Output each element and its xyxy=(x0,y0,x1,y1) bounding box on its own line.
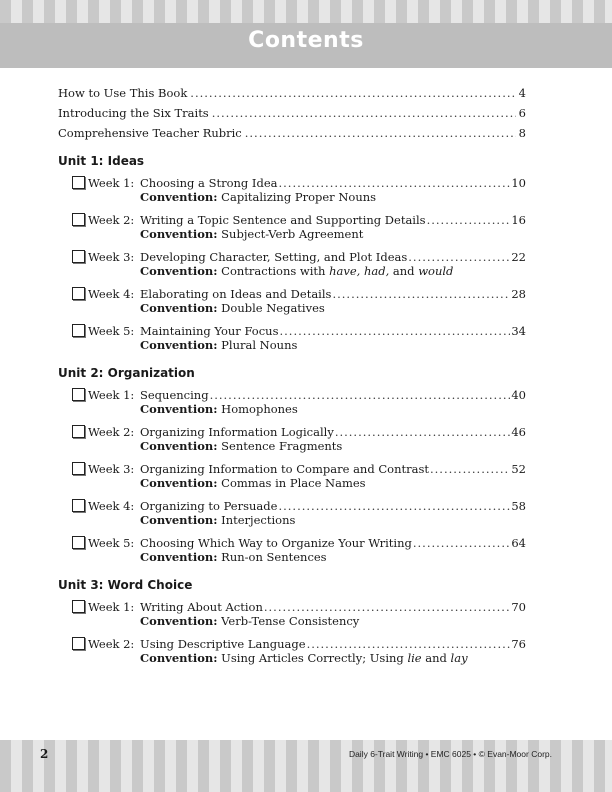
week-entry xyxy=(58,176,526,204)
convention-text: Commas in Place Names xyxy=(217,476,366,490)
lesson-title: Organizing Information to Compare and Contrast xyxy=(140,462,429,476)
footer-stripe-band xyxy=(0,740,612,792)
convention-line xyxy=(72,190,526,204)
convention-text: Using Articles Correctly; Using xyxy=(217,651,408,665)
week-entry xyxy=(58,324,526,352)
dot-leader xyxy=(427,213,511,227)
checkbox[interactable] xyxy=(72,462,85,475)
checkbox[interactable] xyxy=(72,637,85,650)
week-label: Week 1: xyxy=(88,600,135,614)
week-title-row xyxy=(72,176,526,190)
convention-line xyxy=(72,476,526,490)
dot-leader xyxy=(264,600,511,614)
convention-line xyxy=(72,614,526,628)
convention-line xyxy=(72,550,526,564)
week-entry xyxy=(58,388,526,416)
convention-text: Capitalizing Proper Nouns xyxy=(217,190,377,204)
convention-text: lie xyxy=(407,651,422,665)
toc-entry-page: 8 xyxy=(518,126,526,140)
week-label: Week 2: xyxy=(88,637,135,651)
unit-heading: Unit 2: Organization xyxy=(58,366,195,380)
unit-heading: Unit 3: Word Choice xyxy=(58,578,193,592)
dot-leader xyxy=(210,388,511,402)
dot-leader xyxy=(190,86,515,100)
week-entry xyxy=(58,637,526,665)
dot-leader xyxy=(408,250,510,264)
lesson-title: Writing a Topic Sentence and Supporting Details xyxy=(140,213,426,227)
toc-entry-label: Introducing the Six Traits xyxy=(58,106,209,120)
checkbox[interactable] xyxy=(72,388,85,401)
convention-text: Plural Nouns xyxy=(217,338,298,352)
toc-entry-label: How to Use This Book xyxy=(58,86,188,100)
week-label: Week 3: xyxy=(88,462,135,476)
lesson-page: 58 xyxy=(511,499,526,513)
week-label: Week 2: xyxy=(88,425,135,439)
convention-label: Convention: xyxy=(140,513,218,527)
toc-entry xyxy=(58,126,526,140)
week-entry xyxy=(58,250,526,278)
lesson-page: 76 xyxy=(511,637,526,651)
convention-text: Double Negatives xyxy=(217,301,325,315)
dot-leader xyxy=(245,126,516,140)
convention-text: Interjections xyxy=(217,513,296,527)
convention-text: Sentence Fragments xyxy=(217,439,343,453)
convention-text: and xyxy=(421,651,451,665)
convention-text: Contractions with xyxy=(217,264,330,278)
convention-label: Convention: xyxy=(140,301,218,315)
unit-heading: Unit 1: Ideas xyxy=(58,154,145,168)
convention-line xyxy=(72,402,526,416)
checkbox[interactable] xyxy=(72,324,85,337)
convention-label: Convention: xyxy=(140,227,218,241)
week-title-row xyxy=(72,324,526,338)
toc-entry-page: 6 xyxy=(518,106,526,120)
dot-leader xyxy=(278,499,510,513)
lesson-page: 28 xyxy=(511,287,526,301)
lesson-title: Using Descriptive Language xyxy=(140,637,306,651)
convention-text: and xyxy=(389,264,419,278)
week-label: Week 2: xyxy=(88,213,135,227)
week-label: Week 1: xyxy=(88,388,135,402)
week-entry xyxy=(58,213,526,241)
toc-entry xyxy=(58,106,526,120)
lesson-title: Organizing Information Logically xyxy=(140,425,334,439)
week-title-row xyxy=(72,637,526,651)
week-entry xyxy=(58,536,526,564)
lesson-page: 22 xyxy=(511,250,526,264)
convention-line xyxy=(72,651,526,665)
week-entry xyxy=(58,425,526,453)
convention-line xyxy=(72,227,526,241)
lesson-title: Maintaining Your Focus xyxy=(140,324,279,338)
checkbox[interactable] xyxy=(72,176,85,189)
lesson-page: 16 xyxy=(511,213,526,227)
week-label: Week 5: xyxy=(88,324,135,338)
convention-label: Convention: xyxy=(140,476,218,490)
convention-text: lay xyxy=(450,651,468,665)
week-title-row xyxy=(72,536,526,550)
dot-leader xyxy=(413,536,510,550)
week-title-row xyxy=(72,425,526,439)
checkbox[interactable] xyxy=(72,213,85,226)
lesson-page: 10 xyxy=(511,176,526,190)
dot-leader xyxy=(212,106,516,120)
week-label: Week 1: xyxy=(88,176,135,190)
convention-text: Run-on Sentences xyxy=(217,550,327,564)
toc-entry xyxy=(58,86,526,100)
convention-text: would xyxy=(418,264,454,278)
lesson-title: Developing Character, Setting, and Plot Ideas xyxy=(140,250,408,264)
lesson-page: 34 xyxy=(511,324,526,338)
lesson-page: 40 xyxy=(511,388,526,402)
lesson-title: Organizing to Persuade xyxy=(140,499,278,513)
convention-label: Convention: xyxy=(140,338,218,352)
convention-label: Convention: xyxy=(140,264,218,278)
checkbox[interactable] xyxy=(72,287,85,300)
dot-leader xyxy=(279,324,510,338)
checkbox[interactable] xyxy=(72,250,85,263)
convention-line xyxy=(72,301,526,315)
checkbox[interactable] xyxy=(72,600,85,613)
dot-leader xyxy=(307,637,511,651)
week-entry xyxy=(58,462,526,490)
convention-label: Convention: xyxy=(140,439,218,453)
week-title-row xyxy=(72,499,526,513)
week-title-row xyxy=(72,388,526,402)
week-entry xyxy=(58,499,526,527)
convention-text: Homophones xyxy=(217,402,298,416)
page-header xyxy=(0,0,612,68)
week-label: Week 5: xyxy=(88,536,135,550)
week-title-row xyxy=(72,213,526,227)
lesson-page: 52 xyxy=(511,462,526,476)
week-title-row xyxy=(72,287,526,301)
checkbox[interactable] xyxy=(72,536,85,549)
convention-line xyxy=(72,264,526,278)
convention-label: Convention: xyxy=(140,651,218,665)
week-title-row xyxy=(72,600,526,614)
convention-text: Subject-Verb Agreement xyxy=(217,227,364,241)
lesson-title: Choosing a Strong Idea xyxy=(140,176,278,190)
dot-leader xyxy=(332,287,510,301)
convention-text: Verb-Tense Consistency xyxy=(217,614,360,628)
convention-line xyxy=(72,513,526,527)
lesson-title: Elaborating on Ideas and Details xyxy=(140,287,332,301)
checkbox[interactable] xyxy=(72,499,85,512)
toc-entry-page: 4 xyxy=(518,86,526,100)
lesson-page: 64 xyxy=(511,536,526,550)
header-stripe-band xyxy=(0,0,612,23)
footer-credit: Daily 6-Trait Writing • EMC 6025 • © Evan-Moor Corp. xyxy=(348,749,552,759)
convention-label: Convention: xyxy=(140,614,218,628)
week-entry xyxy=(58,600,526,628)
week-label: Week 3: xyxy=(88,250,135,264)
lesson-title: Choosing Which Way to Organize Your Writing xyxy=(140,536,412,550)
convention-line xyxy=(72,338,526,352)
page-title: Contents xyxy=(248,28,364,53)
page-footer xyxy=(0,740,612,792)
week-label: Week 4: xyxy=(88,499,135,513)
convention-line xyxy=(72,439,526,453)
week-entry xyxy=(58,287,526,315)
convention-label: Convention: xyxy=(140,550,218,564)
page-number: 2 xyxy=(40,747,49,761)
convention-label: Convention: xyxy=(140,190,218,204)
convention-text: have, had, xyxy=(329,264,390,278)
lesson-title: Writing About Action xyxy=(140,600,263,614)
week-title-row xyxy=(72,250,526,264)
week-title-row xyxy=(72,462,526,476)
lesson-page: 70 xyxy=(511,600,526,614)
lesson-page: 46 xyxy=(511,425,526,439)
lesson-title: Sequencing xyxy=(140,388,209,402)
dot-leader xyxy=(335,425,511,439)
dot-leader xyxy=(278,176,510,190)
dot-leader xyxy=(430,462,510,476)
convention-label: Convention: xyxy=(140,402,218,416)
table-of-contents xyxy=(58,86,526,674)
toc-entry-label: Comprehensive Teacher Rubric xyxy=(58,126,242,140)
week-label: Week 4: xyxy=(88,287,135,301)
checkbox[interactable] xyxy=(72,425,85,438)
